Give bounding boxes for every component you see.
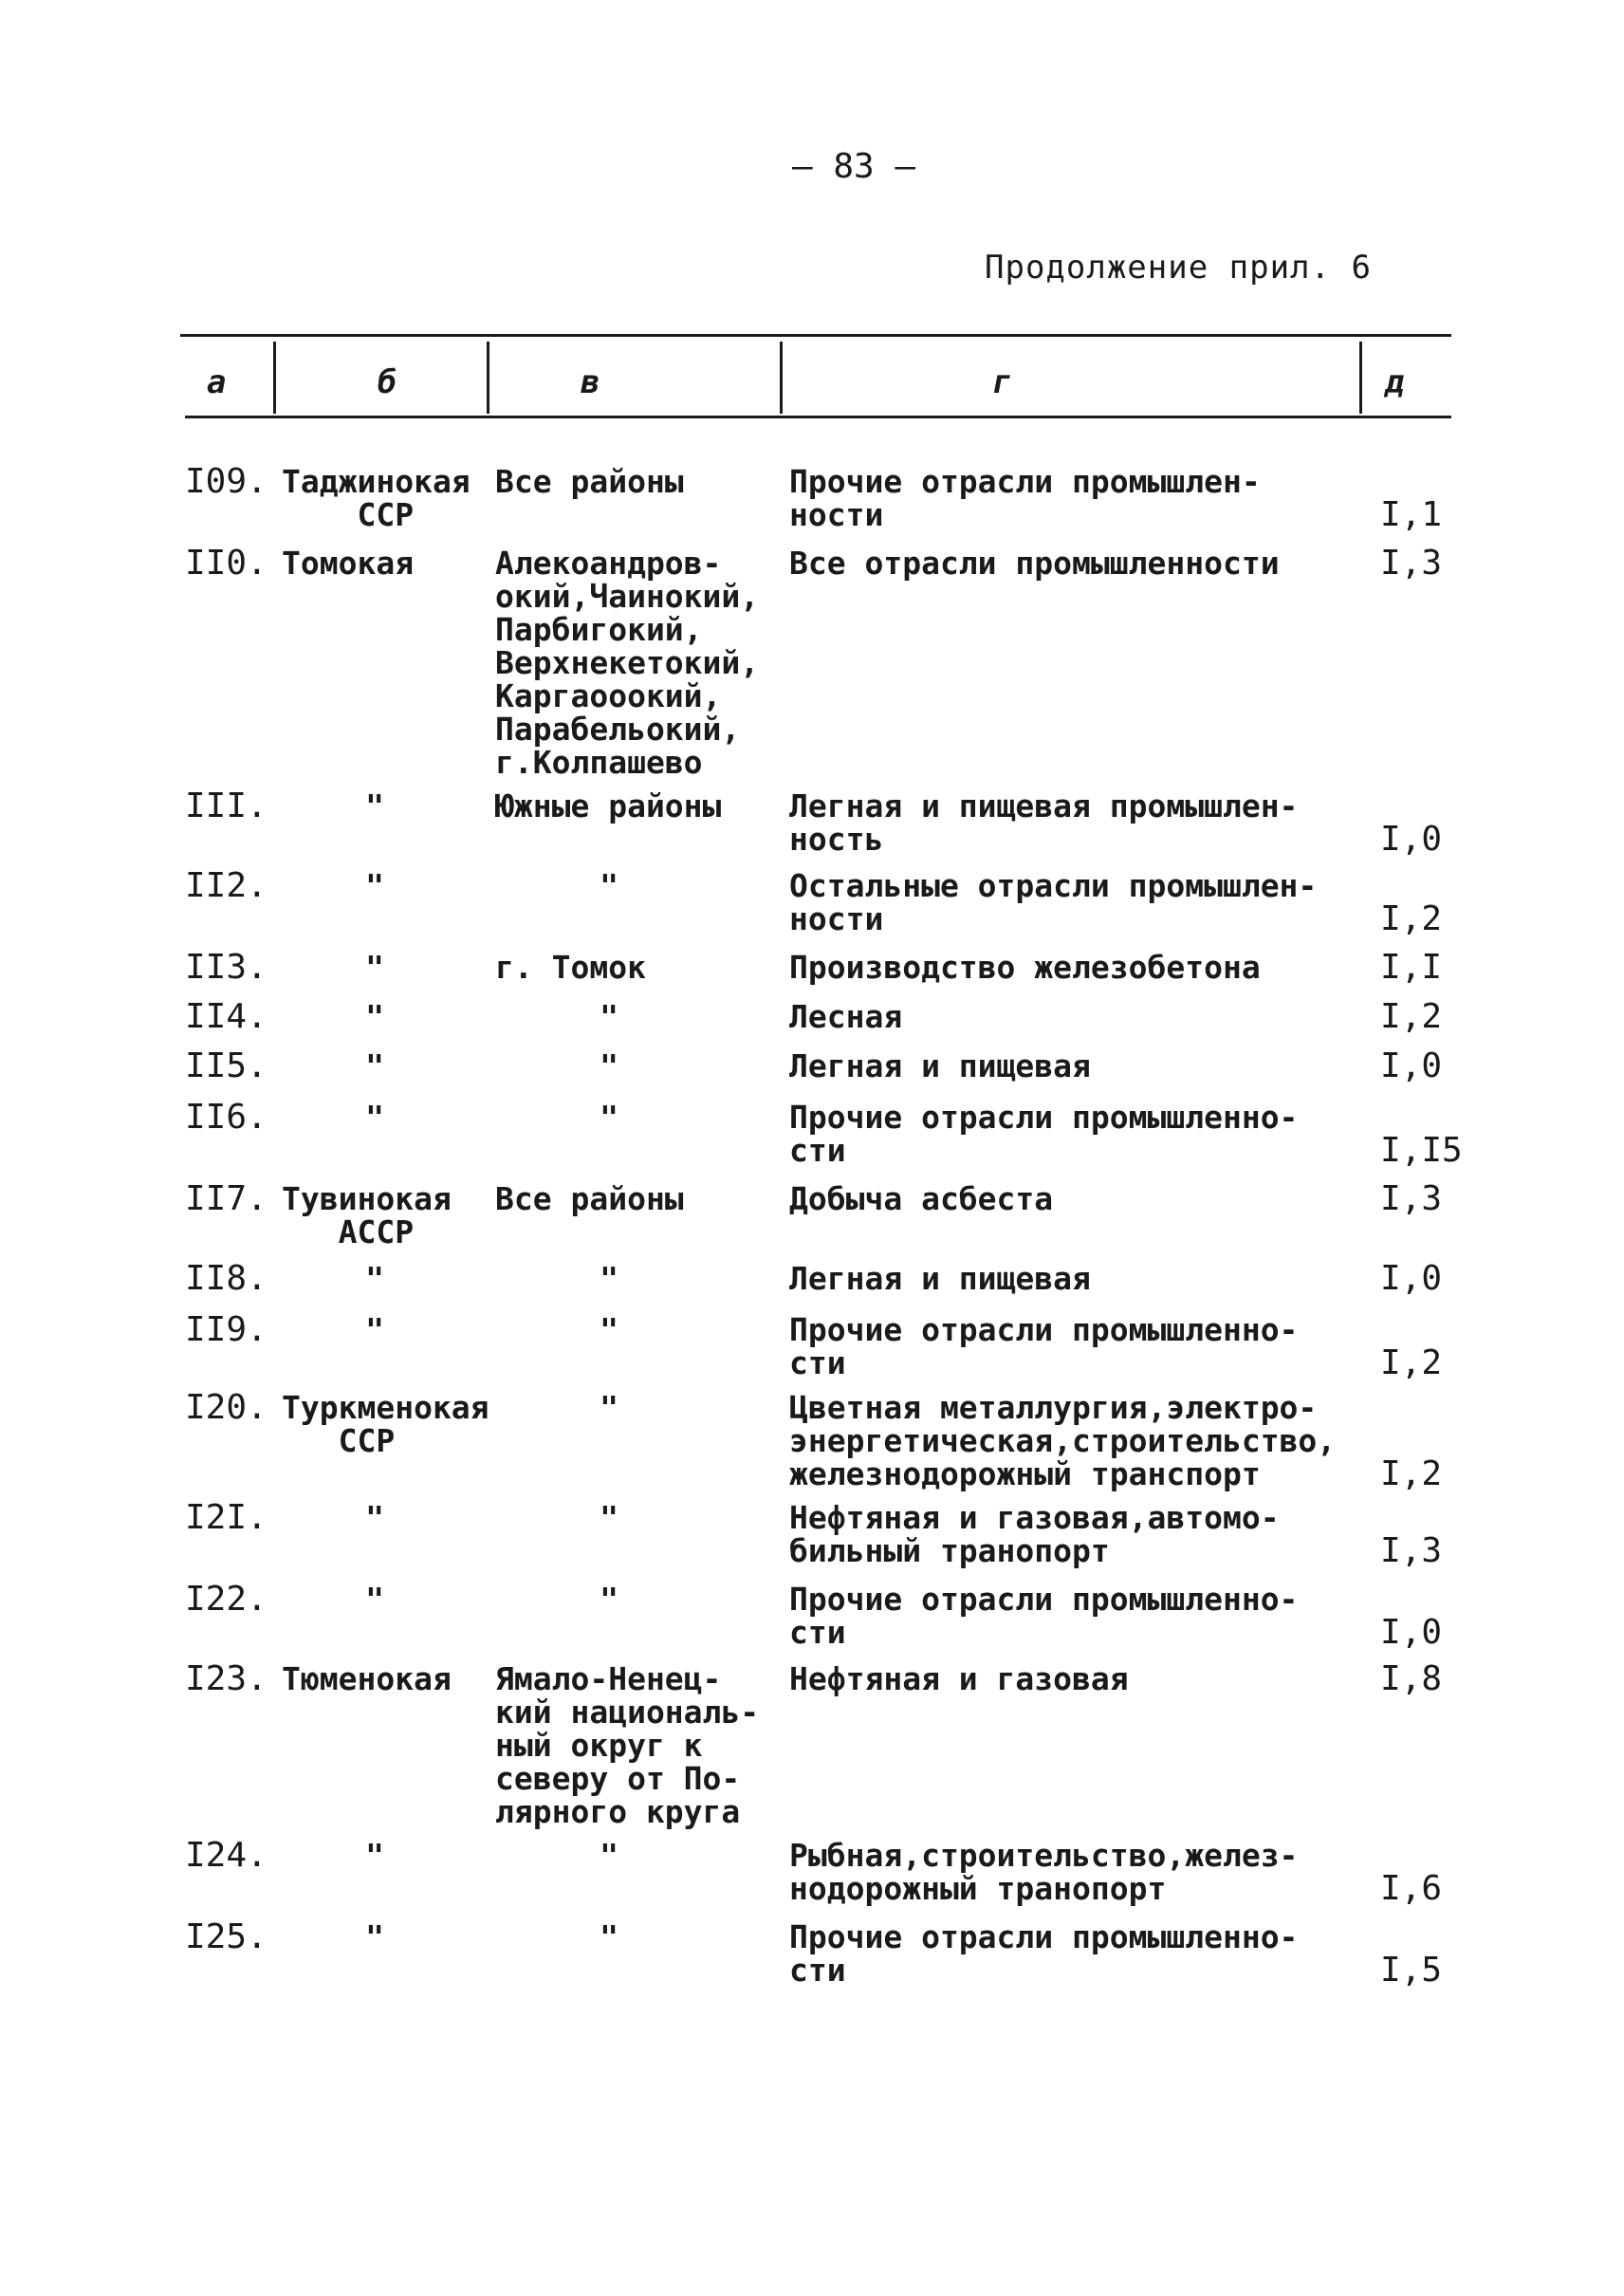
row-coefficient: I,2 xyxy=(1380,997,1443,1036)
row-number: II5. xyxy=(185,1046,268,1085)
row-district: " xyxy=(600,1047,618,1084)
row-number: III. xyxy=(185,787,268,825)
row-district: " xyxy=(600,1389,618,1426)
row-industry: Нефтяная и газовая,автомо- бильный транопорт xyxy=(789,1499,1280,1569)
row-coefficient: I,3 xyxy=(1380,544,1443,583)
row-coefficient: I,0 xyxy=(1380,1259,1443,1298)
header-bottom-rule xyxy=(185,416,1451,418)
row-region: Тувинокая АССР xyxy=(282,1180,452,1250)
row-number: II9. xyxy=(185,1310,268,1349)
header-divider-2 xyxy=(487,342,489,414)
row-region: " xyxy=(365,1311,384,1348)
row-district: Ямало-Ненец- кий националь- ный округ к северу от По- лярного круга xyxy=(495,1660,760,1830)
row-coefficient: I,5 xyxy=(1380,1951,1443,1990)
header-divider-1 xyxy=(273,342,276,414)
row-region: " xyxy=(365,949,384,986)
row-coefficient: I,1 xyxy=(1380,495,1443,534)
header-col-a: а xyxy=(207,363,227,401)
row-coefficient: I,0 xyxy=(1380,1613,1443,1652)
row-number: I23. xyxy=(185,1659,268,1698)
row-district: " xyxy=(600,867,618,904)
row-region: Туркменокая ССР xyxy=(282,1389,489,1459)
row-region: Тюменокая xyxy=(282,1660,452,1697)
row-district: " xyxy=(600,1499,618,1536)
row-region: " xyxy=(365,1837,384,1874)
row-district: Южные районы xyxy=(495,787,722,824)
row-number: II8. xyxy=(185,1259,268,1298)
row-number: I20. xyxy=(185,1388,268,1427)
row-region: " xyxy=(365,1260,384,1297)
header-col-g: г xyxy=(992,363,1012,401)
row-industry: Легная и пищевая промышлен- ность xyxy=(789,787,1299,858)
header-top-rule xyxy=(180,334,1451,337)
row-industry: Все отрасли промышленности xyxy=(789,545,1280,582)
row-district: " xyxy=(600,1311,618,1348)
row-coefficient: I,I xyxy=(1380,948,1443,987)
row-industry: Лесная xyxy=(789,998,903,1035)
page-number: – 83 – xyxy=(791,147,916,186)
header-col-d: д xyxy=(1385,363,1405,401)
row-industry: Прочие отрасли промышленно- сти xyxy=(789,1581,1299,1651)
row-number: II3. xyxy=(185,948,268,987)
row-industry: Прочие отрасли промышленно- сти xyxy=(789,1311,1299,1381)
row-industry: Остальные отрасли промышлен- ности xyxy=(789,867,1318,937)
row-industry: Легная и пищевая xyxy=(789,1047,1091,1084)
row-region: " xyxy=(365,867,384,904)
row-coefficient: I,2 xyxy=(1380,1454,1443,1493)
row-industry: Прочие отрасли промышленно- сти xyxy=(789,1099,1299,1169)
row-district: " xyxy=(600,1918,618,1955)
row-number: II4. xyxy=(185,997,268,1036)
continuation-label: Продолжение прил. 6 xyxy=(985,249,1372,287)
row-number: I25. xyxy=(185,1917,268,1956)
row-industry: Прочие отрасли промышленно- сти xyxy=(789,1918,1299,1989)
header-col-b: б xyxy=(378,363,397,401)
row-coefficient: I,I5 xyxy=(1380,1131,1463,1170)
row-industry: Нефтяная и газовая xyxy=(789,1660,1129,1697)
row-number: I24. xyxy=(185,1836,268,1875)
header-col-v: в xyxy=(581,363,600,401)
row-district: " xyxy=(600,1260,618,1297)
row-coefficient: I,2 xyxy=(1380,1343,1443,1382)
row-region: " xyxy=(365,1499,384,1536)
row-region: " xyxy=(365,1581,384,1618)
row-district: " xyxy=(600,1099,618,1136)
row-number: I2I. xyxy=(185,1498,268,1537)
row-region: Таджинокая ССР xyxy=(282,463,471,533)
row-industry: Добыча асбеста xyxy=(789,1180,1054,1217)
row-coefficient: I,6 xyxy=(1380,1869,1443,1908)
row-district: Все районы xyxy=(495,463,684,500)
row-district: " xyxy=(600,1837,618,1874)
header-divider-4 xyxy=(1359,342,1362,414)
row-industry: Производство железобетона xyxy=(789,949,1261,986)
row-industry: Легная и пищевая xyxy=(789,1260,1091,1297)
row-industry: Рыбная,строительство,желез- нодорожный транопорт xyxy=(789,1837,1299,1907)
row-district: Алекоандров- окий,Чаинокий, Парбигокий, Верхнекетокий, Каргаооокий, Парабельокий, г.Колпашево xyxy=(495,545,760,781)
row-region: " xyxy=(365,1918,384,1955)
row-district: г. Томок xyxy=(495,949,646,986)
row-number: II6. xyxy=(185,1098,268,1137)
row-number: II7. xyxy=(185,1179,268,1218)
row-district: " xyxy=(600,1581,618,1618)
row-coefficient: I,0 xyxy=(1380,820,1443,859)
row-industry: Прочие отрасли промышлен- ноcти xyxy=(789,463,1261,533)
row-region: " xyxy=(365,1099,384,1136)
row-district: " xyxy=(600,998,618,1035)
row-coefficient: I,0 xyxy=(1380,1046,1443,1085)
row-district: Все районы xyxy=(495,1180,684,1217)
row-number: II0. xyxy=(185,544,268,583)
header-divider-3 xyxy=(780,342,783,414)
row-coefficient: I,3 xyxy=(1380,1179,1443,1218)
row-coefficient: I,8 xyxy=(1380,1659,1443,1698)
row-number: II2. xyxy=(185,866,268,905)
row-coefficient: I,2 xyxy=(1380,899,1443,938)
row-region: Томокая xyxy=(282,545,415,582)
row-number: I22. xyxy=(185,1580,268,1619)
row-region: " xyxy=(365,1047,384,1084)
row-industry: Цветная металлургия,электро- энергетическая,строительство, железнодорожный транспорт xyxy=(789,1389,1337,1492)
row-region: " xyxy=(365,787,384,824)
row-coefficient: I,3 xyxy=(1380,1531,1443,1570)
row-region: " xyxy=(365,998,384,1035)
row-number: I09. xyxy=(185,462,268,501)
